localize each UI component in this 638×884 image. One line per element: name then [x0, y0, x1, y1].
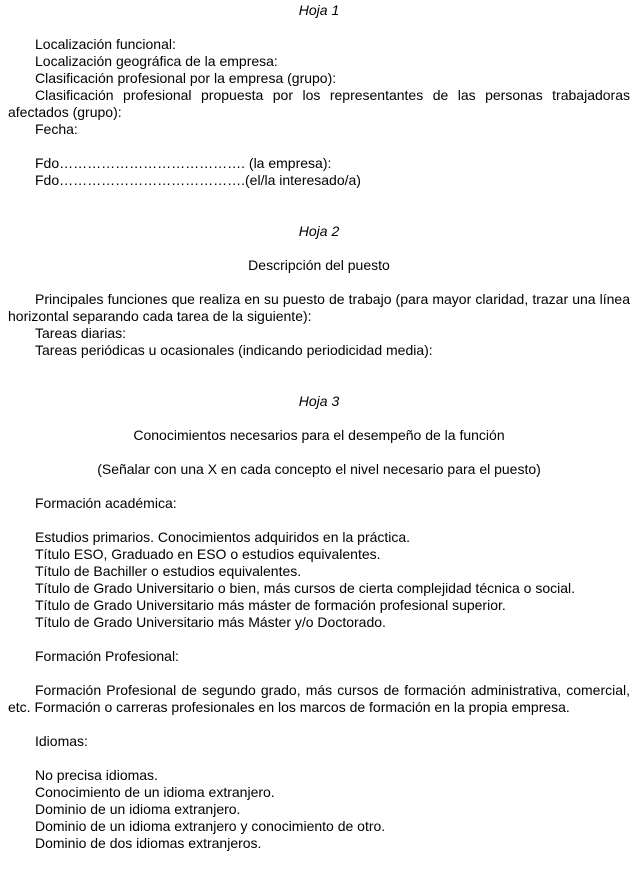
idiomas-item: No precisa idiomas. [35, 767, 158, 783]
idiomas-item: Conocimiento de un idioma extranjero. [35, 784, 275, 800]
hoja2-title: Hoja 2 [298, 223, 340, 239]
hoja2-subtitle: Descripción del puesto [248, 257, 390, 273]
idiomas-item: Dominio de un idioma extranjero. [35, 801, 241, 817]
blank-line [8, 19, 630, 36]
blank-line [8, 478, 630, 495]
hoja3-subtitle: Conocimientos necesarios para el desempeño de la función [133, 427, 505, 443]
formacion-profesional-label: Formación Profesional: [35, 648, 179, 664]
clasificacion-representantes-paragraph: Clasificación profesional propuesta por los representantes de las personas trabajadoras afectados (grupo): [8, 87, 630, 120]
principales-funciones-paragraph: Principales funciones que realiza en su puesto de trabajo (para mayor claridad, trazar una línea horizontal separando cada tarea de la siguiente): [8, 291, 630, 324]
hoja3-instruccion: (Señalar con una X en cada concepto el nivel necesario para el puesto) [97, 461, 541, 477]
tareas-periodicas-line: Tareas periódicas u ocasionales (indicando periodicidad media): [35, 342, 433, 358]
formacion-academica-item: Título de Grado Universitario o bien, más cursos de cierta complejidad técnica o social. [35, 580, 576, 596]
blank-line [8, 410, 630, 427]
formacion-academica-item: Título ESO, Graduado en ESO o estudios equivalentes. [35, 546, 381, 562]
blank-line [8, 189, 630, 223]
blank-line [8, 444, 630, 461]
fecha-line: Fecha: [35, 121, 78, 137]
formacion-academica-item: Título de Grado Universitario más máster de formación profesional superior. [35, 597, 506, 613]
section-hoja-1 [8, 2, 630, 223]
section-hoja-3 [8, 393, 630, 852]
blank-line [8, 512, 630, 529]
blank-line [8, 750, 630, 767]
hoja3-title: Hoja 3 [298, 393, 340, 409]
blank-line [8, 274, 630, 291]
blank-line [8, 240, 630, 257]
blank-line [8, 665, 630, 682]
blank-line [8, 359, 630, 393]
firma-interesado-line: Fdo………………………………….(el/la interesado/a) [35, 172, 361, 188]
localizacion-funcional-line: Localización funcional: [35, 36, 176, 52]
formacion-academica-item: Título de Grado Universitario más Máster y/o Doctorado. [35, 614, 386, 630]
clasificacion-empresa-line: Clasificación profesional por la empresa (grupo): [35, 70, 337, 86]
idiomas-item: Dominio de dos idiomas extranjeros. [35, 835, 262, 851]
firma-empresa-line: Fdo…………………………………. (la empresa): [35, 155, 332, 171]
formacion-academica-item: Título de Bachiller o estudios equivalentes. [35, 563, 302, 579]
section-hoja-2 [8, 223, 630, 393]
blank-line [8, 631, 630, 648]
localizacion-geografica-line: Localización geográfica de la empresa: [35, 53, 278, 69]
formacion-profesional-paragraph: Formación Profesional de segundo grado, más cursos de formación administrativa, comercial, etc. Formación o carreras profesionales en los marcos de formación en la propia empresa. [8, 682, 630, 715]
formacion-academica-item: Estudios primarios. Conocimientos adquiridos en la práctica. [35, 529, 411, 545]
idiomas-item: Dominio de un idioma extranjero y conocimiento de otro. [35, 818, 386, 834]
blank-line [8, 716, 630, 733]
formacion-academica-label: Formación académica: [35, 495, 177, 511]
idiomas-label: Idiomas: [35, 733, 88, 749]
hoja1-title: Hoja 1 [298, 2, 340, 18]
blank-line [8, 138, 630, 155]
tareas-diarias-line: Tareas diarias: [35, 325, 127, 341]
